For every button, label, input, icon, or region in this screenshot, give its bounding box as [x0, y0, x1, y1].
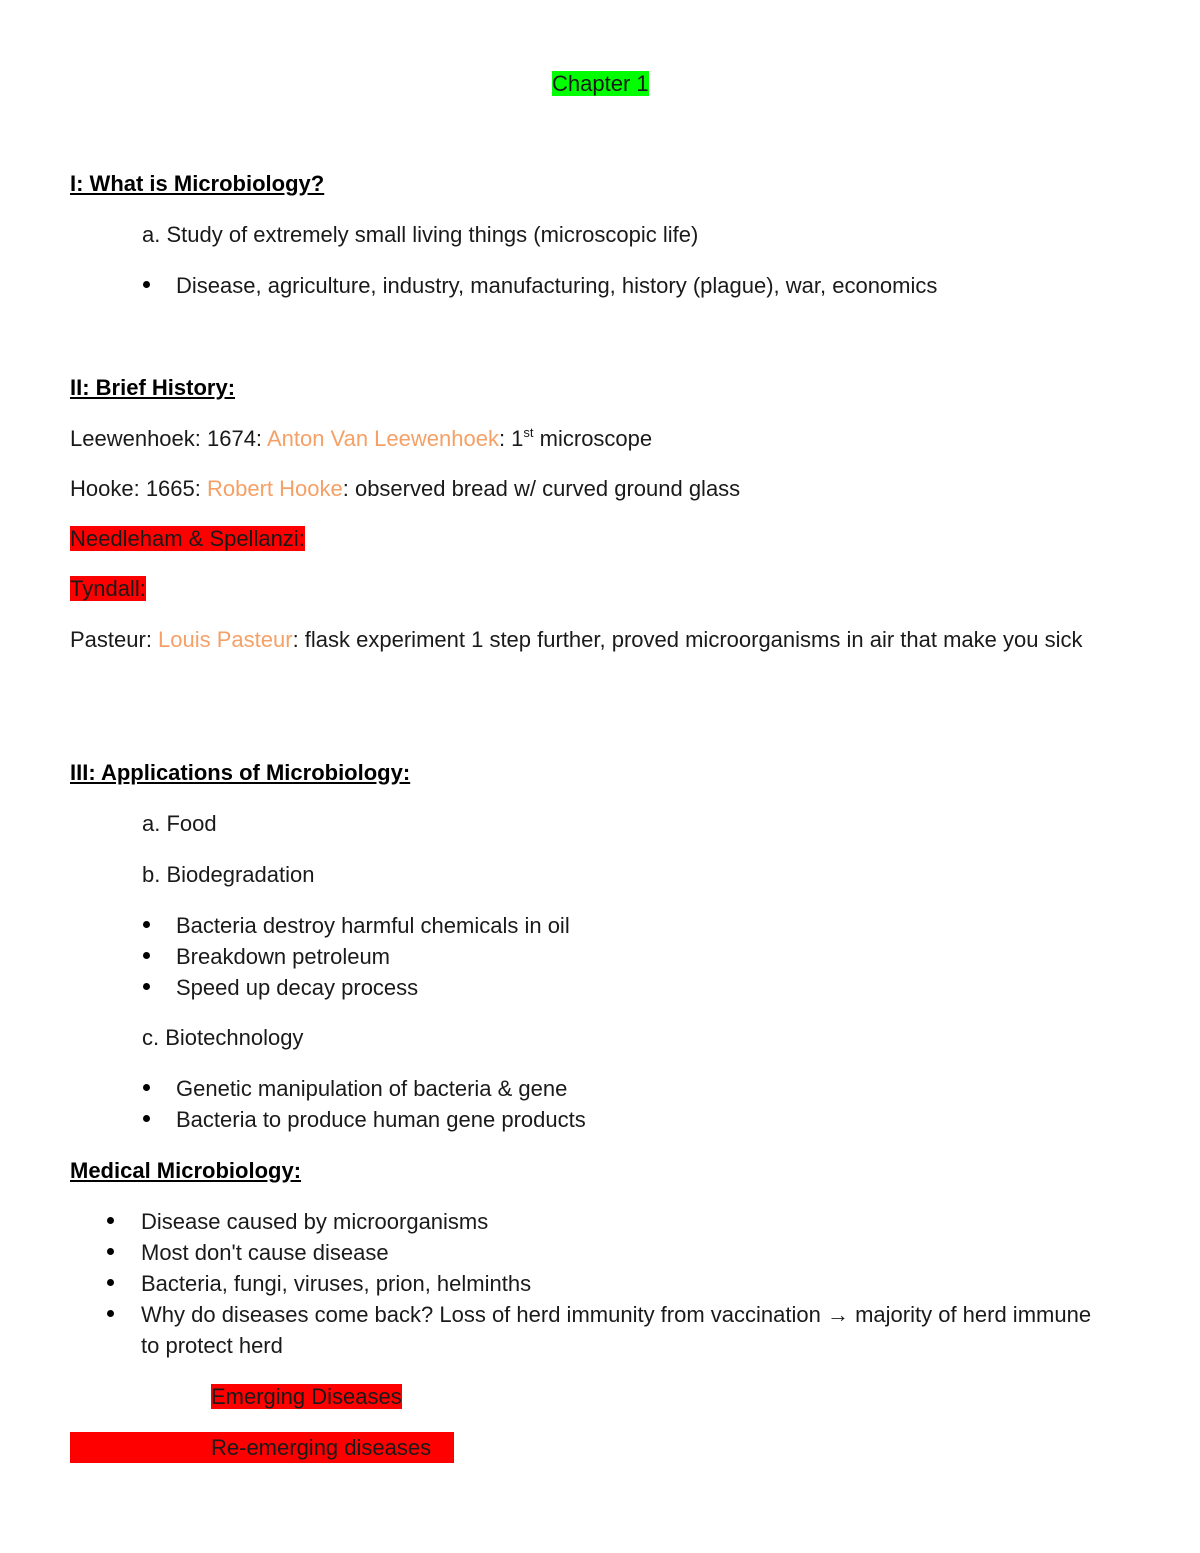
- section-heading-what-is: I: What is Microbiology?: [70, 171, 325, 196]
- bullet-icon: [107, 1310, 114, 1317]
- list-item: Bacteria, fungi, viruses, prion, helminths: [141, 1271, 532, 1296]
- list-item: Speed up decay process: [176, 975, 419, 1000]
- history-leeuwenhoek: Leewenhoek: 1674: Anton Van Leewenhoek: 1st microscope: [70, 425, 653, 451]
- list-item: Breakdown petroleum: [176, 944, 391, 969]
- bullet-icon: [143, 281, 150, 288]
- list-item: Bacteria to produce human gene products: [176, 1107, 586, 1132]
- bullet-icon: [107, 1217, 114, 1224]
- bullet-icon: [143, 1115, 150, 1122]
- list-item: Genetic manipulation of bacteria & gene: [176, 1076, 568, 1101]
- list-item: Disease, agriculture, industry, manufacturing, history (plague), war, economics: [176, 273, 938, 298]
- list-item: Bacteria destroy harmful chemicals in oil: [176, 913, 570, 938]
- reemerging-diseases: Re-emerging diseases: [70, 1432, 454, 1463]
- list-item-biodegradation: b. Biodegradation: [142, 862, 315, 887]
- bullet-icon: [107, 1248, 114, 1255]
- bullet-icon: [143, 1084, 150, 1091]
- person-name: Robert Hooke: [206, 476, 343, 501]
- person-name: Louis Pasteur: [158, 627, 293, 652]
- section-heading-medical: Medical Microbiology:: [70, 1158, 302, 1183]
- arrow-right-icon: →: [826, 1302, 849, 1327]
- list-item-biotechnology: c. Biotechnology: [142, 1025, 304, 1050]
- history-needleham: Needleham & Spellanzi:: [70, 526, 305, 551]
- history-hooke: Hooke: 1665: Robert Hooke: observed bread w/ curved ground glass: [70, 476, 741, 501]
- section-heading-history: II: Brief History:: [70, 375, 236, 400]
- list-item-a: a. Study of extremely small living things (microscopic life): [142, 222, 699, 247]
- emerging-diseases: Emerging Diseases: [211, 1384, 402, 1409]
- bullet-icon: [143, 921, 150, 928]
- page-title: Chapter 1: [552, 71, 649, 96]
- section-heading-applications: III: Applications of Microbiology:: [70, 760, 411, 785]
- history-tyndall: Tyndall:: [70, 576, 146, 601]
- bullet-icon: [107, 1279, 114, 1286]
- history-pasteur: Pasteur: Louis Pasteur: flask experiment 1 step further, proved microorganisms in air that make you sick: [70, 627, 1083, 652]
- bullet-icon: [143, 983, 150, 990]
- list-item-food: a. Food: [142, 811, 217, 836]
- list-item: Disease caused by microorganisms: [141, 1209, 489, 1234]
- person-name: Anton Van Leewenhoek: [266, 426, 499, 451]
- bullet-icon: [143, 952, 150, 959]
- list-item: Most don't cause disease: [141, 1240, 389, 1265]
- list-item-herd-immunity: Why do diseases come back? Loss of herd immunity from vaccination → majority of herd immune to protect herd: [141, 1302, 1092, 1358]
